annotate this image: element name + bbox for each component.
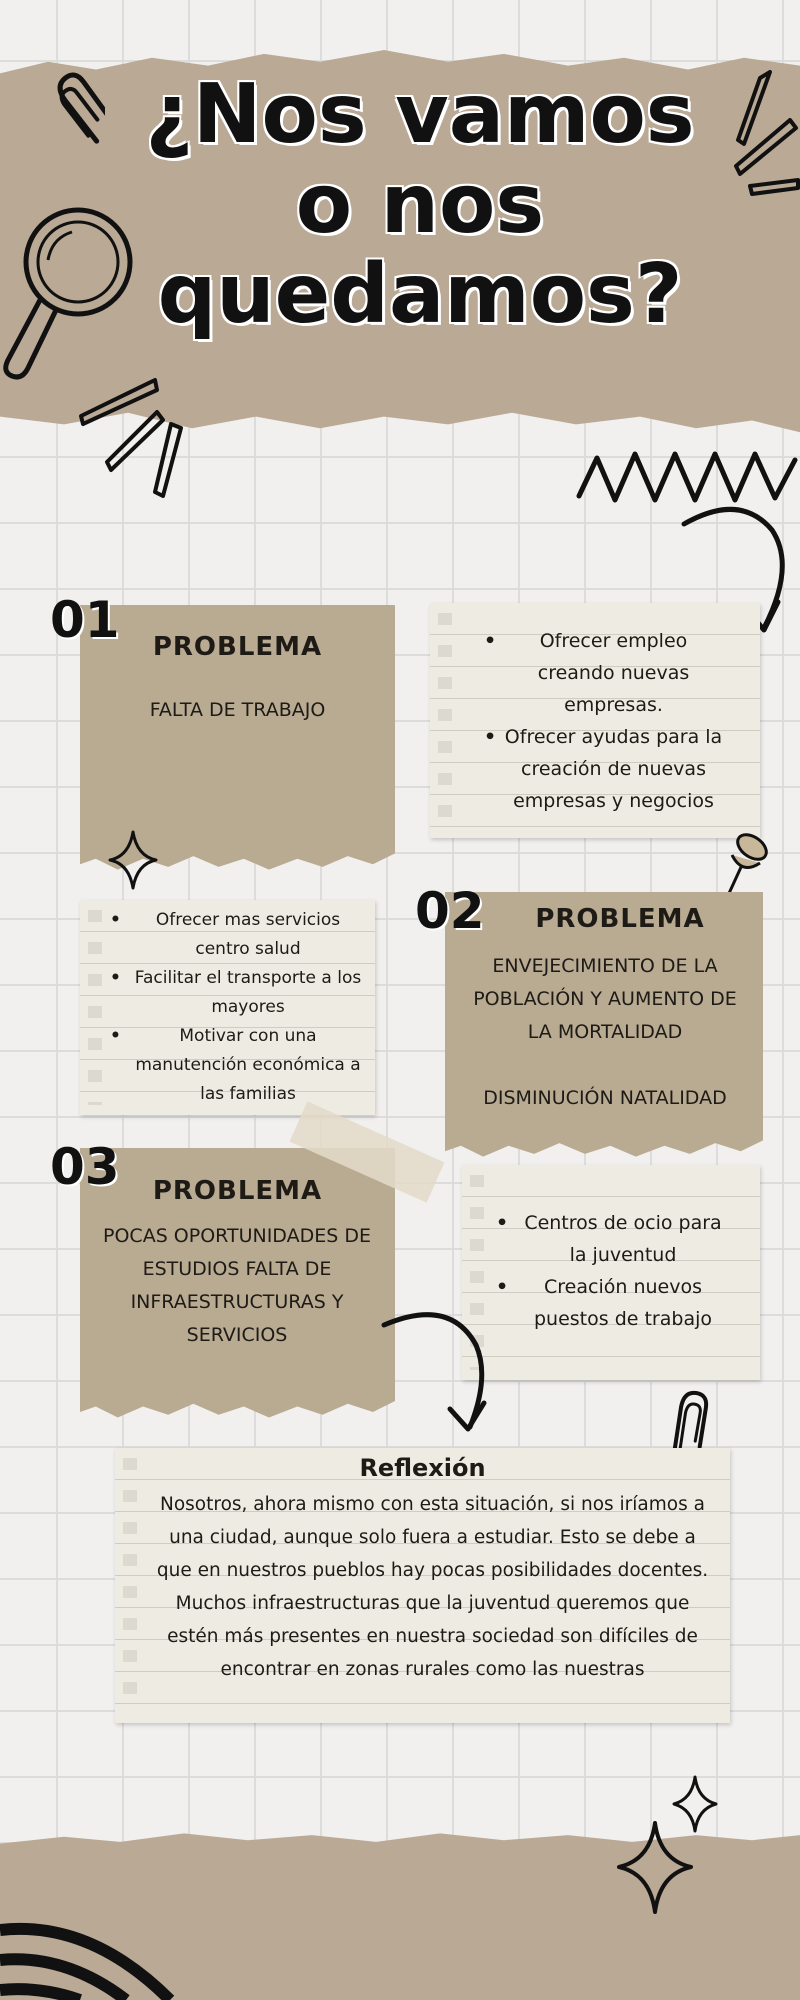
solutions-note-01 — [430, 603, 760, 838]
rainbow-arcs-icon — [0, 1890, 200, 2000]
problem-text-02: ENVEJECIMIENTO DE LA POBLACIÓN Y AUMENTO DE LA MORTALIDAD — [473, 955, 737, 1043]
page-title: ¿Nos vamos o nos quedamos? — [145, 67, 695, 342]
reflection-heading: Reflexión — [359, 1454, 486, 1482]
solution-item: • Facilitar el transporte a los mayores — [106, 964, 368, 1022]
sparkle-icon — [108, 830, 158, 890]
reflection-text: Nosotros, ahora mismo con esta situación, si nos iríamos a una ciudad, aunque solo fuera a estudiar. Esto se debe a que en nuestros pueblos hay pocas posibilidades docentes. Muchos infraestructuras que la juventud queremos que estén más presentes en nuestra sociedad son difíciles de encontrar en zonas rurales como las nuestras — [156, 1494, 709, 1680]
solution-item: • Motivar con una manutención económica a las familias — [106, 1022, 368, 1109]
problem-heading-02: PROBLEMA — [535, 904, 705, 934]
paperclip-icon — [55, 65, 105, 155]
solutions-list-01 — [480, 625, 725, 817]
section-number-01: 01 — [50, 591, 120, 649]
solutions-list-02 — [106, 906, 368, 1109]
sparkle-icon — [615, 1820, 695, 1915]
solution-item: • Ofrecer mas servicios centro salud — [106, 906, 368, 964]
problem-heading-03: PROBLEMA — [152, 1176, 323, 1206]
problem-heading-01: PROBLEMA — [152, 632, 323, 662]
section-number-03: 03 — [50, 1138, 120, 1196]
solution-item: • Ofrecer ayudas para la creación de nuevas empresas y negocios — [480, 721, 725, 817]
solutions-list-03 — [492, 1207, 732, 1335]
solutions-note-03 — [462, 1165, 760, 1380]
solution-item: • Creación nuevos puestos de trabajo — [492, 1271, 732, 1335]
solution-item: • Centros de ocio para la juventud — [492, 1207, 732, 1271]
spark-lines-icon — [700, 70, 800, 200]
reflection-note — [115, 1448, 730, 1723]
solution-item: • Ofrecer empleo creando nuevas empresas. — [480, 625, 725, 721]
curved-arrow-icon — [380, 1305, 500, 1435]
spark-lines-icon — [75, 370, 195, 500]
section-number-02: 02 — [415, 882, 485, 940]
solutions-note-02 — [80, 900, 375, 1115]
problem-text-02b: DISMINUCIÓN NATALIDAD — [483, 1087, 727, 1109]
problem-text-01: FALTA DE TRABAJO — [149, 699, 326, 721]
problem-text-03: POCAS OPORTUNIDADES DE ESTUDIOS FALTA DE INFRAESTRUCTURAS Y SERVICIOS — [103, 1225, 371, 1346]
